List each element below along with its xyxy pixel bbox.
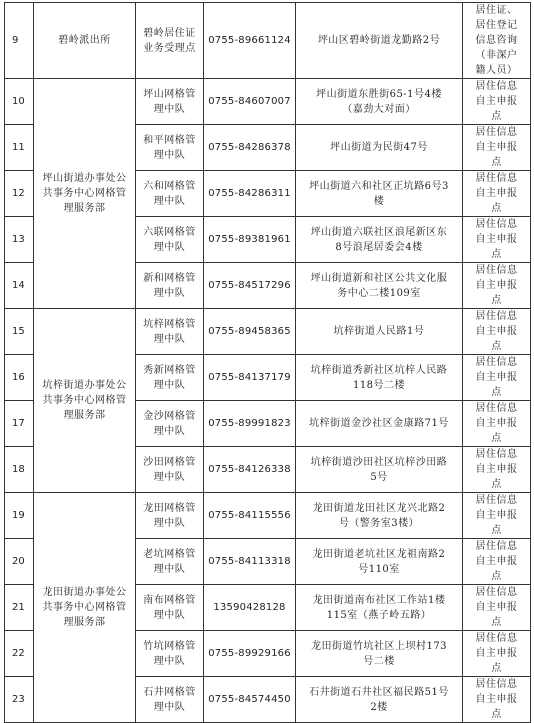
service-type: 居住证、居住登记信息咨询（非深户籍人员） — [463, 3, 531, 79]
phone-number: 0755-84286378 — [204, 125, 296, 171]
service-type: 居住信息自主申报点 — [463, 631, 531, 677]
team-name: 沙田网格管理中队 — [136, 447, 204, 493]
address: 坑梓街道沙田社区坑梓沙田路5号 — [296, 447, 463, 493]
address: 龙田街道龙田社区龙兴北路2号（警务室3楼） — [296, 493, 463, 539]
service-points-table — [4, 2, 531, 723]
phone-number: 0755-89458365 — [204, 309, 296, 355]
phone-number: 0755-89381961 — [204, 217, 296, 263]
address: 坑梓街道人民路1号 — [296, 309, 463, 355]
service-type: 居住信息自主申报点 — [463, 677, 531, 723]
row-number: 23 — [5, 677, 34, 723]
row-number: 20 — [5, 539, 34, 585]
row-number: 9 — [5, 3, 34, 79]
row-number: 22 — [5, 631, 34, 677]
unit-name: 龙田街道办事处公共事务中心网格管理服务部 — [34, 493, 136, 723]
phone-number: 0755-84115556 — [204, 493, 296, 539]
service-type: 居住信息自主申报点 — [463, 493, 531, 539]
row-number: 15 — [5, 309, 34, 355]
team-name: 碧岭居住证业务受理点 — [136, 3, 204, 79]
row-number: 14 — [5, 263, 34, 309]
phone-number: 0755-89929166 — [204, 631, 296, 677]
address: 龙田街道竹坑社区上坝村173号二楼 — [296, 631, 463, 677]
address: 龙田街道老坑社区龙祖南路2号110室 — [296, 539, 463, 585]
phone-number: 0755-84607007 — [204, 79, 296, 125]
service-type: 居住信息自主申报点 — [463, 217, 531, 263]
address: 坪山街道新和社区公共文化服务中心二楼109室 — [296, 263, 463, 309]
team-name: 南布网格管理中队 — [136, 585, 204, 631]
service-type: 居住信息自主申报点 — [463, 539, 531, 585]
phone-number: 0755-84126338 — [204, 447, 296, 493]
phone-number: 0755-84574450 — [204, 677, 296, 723]
phone-number: 0755-84113318 — [204, 539, 296, 585]
table-row — [5, 3, 531, 79]
team-name: 六和网格管理中队 — [136, 171, 204, 217]
phone-number: 0755-84517296 — [204, 263, 296, 309]
team-name: 坑梓网格管理中队 — [136, 309, 204, 355]
address: 坑梓街道金沙社区金康路71号 — [296, 401, 463, 447]
unit-name: 坪山街道办事处公共事务中心网格管理服务部 — [34, 79, 136, 309]
row-number: 19 — [5, 493, 34, 539]
team-name: 秀新网格管理中队 — [136, 355, 204, 401]
table-row — [5, 309, 531, 355]
team-name: 六联网格管理中队 — [136, 217, 204, 263]
unit-name: 碧岭派出所 — [34, 3, 136, 79]
team-name: 新和网格管理中队 — [136, 263, 204, 309]
service-type: 居住信息自主申报点 — [463, 171, 531, 217]
phone-number: 0755-89991823 — [204, 401, 296, 447]
address: 坪山街道为民街47号 — [296, 125, 463, 171]
team-name: 竹坑网格管理中队 — [136, 631, 204, 677]
team-name: 金沙网格管理中队 — [136, 401, 204, 447]
service-type: 居住信息自主申报点 — [463, 309, 531, 355]
address: 坪山街道东胜街65-1号4楼（嘉劲大对面） — [296, 79, 463, 125]
team-name: 坪山网格管理中队 — [136, 79, 204, 125]
team-name: 石井网格管理中队 — [136, 677, 204, 723]
service-type: 居住信息自主申报点 — [463, 401, 531, 447]
row-number: 16 — [5, 355, 34, 401]
row-number: 11 — [5, 125, 34, 171]
row-number: 10 — [5, 79, 34, 125]
unit-name: 坑梓街道办事处公共事务中心网格管理服务部 — [34, 309, 136, 493]
service-type: 居住信息自主申报点 — [463, 585, 531, 631]
team-name: 老坑网格管理中队 — [136, 539, 204, 585]
service-type: 居住信息自主申报点 — [463, 263, 531, 309]
table-row — [5, 79, 531, 125]
phone-number: 0755-89661124 — [204, 3, 296, 79]
address: 坪山街道六和社区正坑路6号3楼 — [296, 171, 463, 217]
phone-number: 13590428128 — [204, 585, 296, 631]
row-number: 13 — [5, 217, 34, 263]
row-number: 21 — [5, 585, 34, 631]
table-row — [5, 493, 531, 539]
row-number: 17 — [5, 401, 34, 447]
service-type: 居住信息自主申报点 — [463, 447, 531, 493]
service-type: 居住信息自主申报点 — [463, 79, 531, 125]
address: 坪山街道六联社区浪尾新区东8号浪尾居委会4楼 — [296, 217, 463, 263]
address: 石井街道石井社区福民路51号2楼 — [296, 677, 463, 723]
team-name: 龙田网格管理中队 — [136, 493, 204, 539]
row-number: 12 — [5, 171, 34, 217]
row-number: 18 — [5, 447, 34, 493]
address: 坪山区碧岭街道龙勤路2号 — [296, 3, 463, 79]
address: 龙田街道南布社区工作站1楼115室（燕子岭五路） — [296, 585, 463, 631]
address: 坑梓街道秀新社区坑梓人民路118号二楼 — [296, 355, 463, 401]
service-type: 居住信息自主申报点 — [463, 355, 531, 401]
service-type: 居住信息自主申报点 — [463, 125, 531, 171]
team-name: 和平网格管理中队 — [136, 125, 204, 171]
phone-number: 0755-84286311 — [204, 171, 296, 217]
phone-number: 0755-84137179 — [204, 355, 296, 401]
